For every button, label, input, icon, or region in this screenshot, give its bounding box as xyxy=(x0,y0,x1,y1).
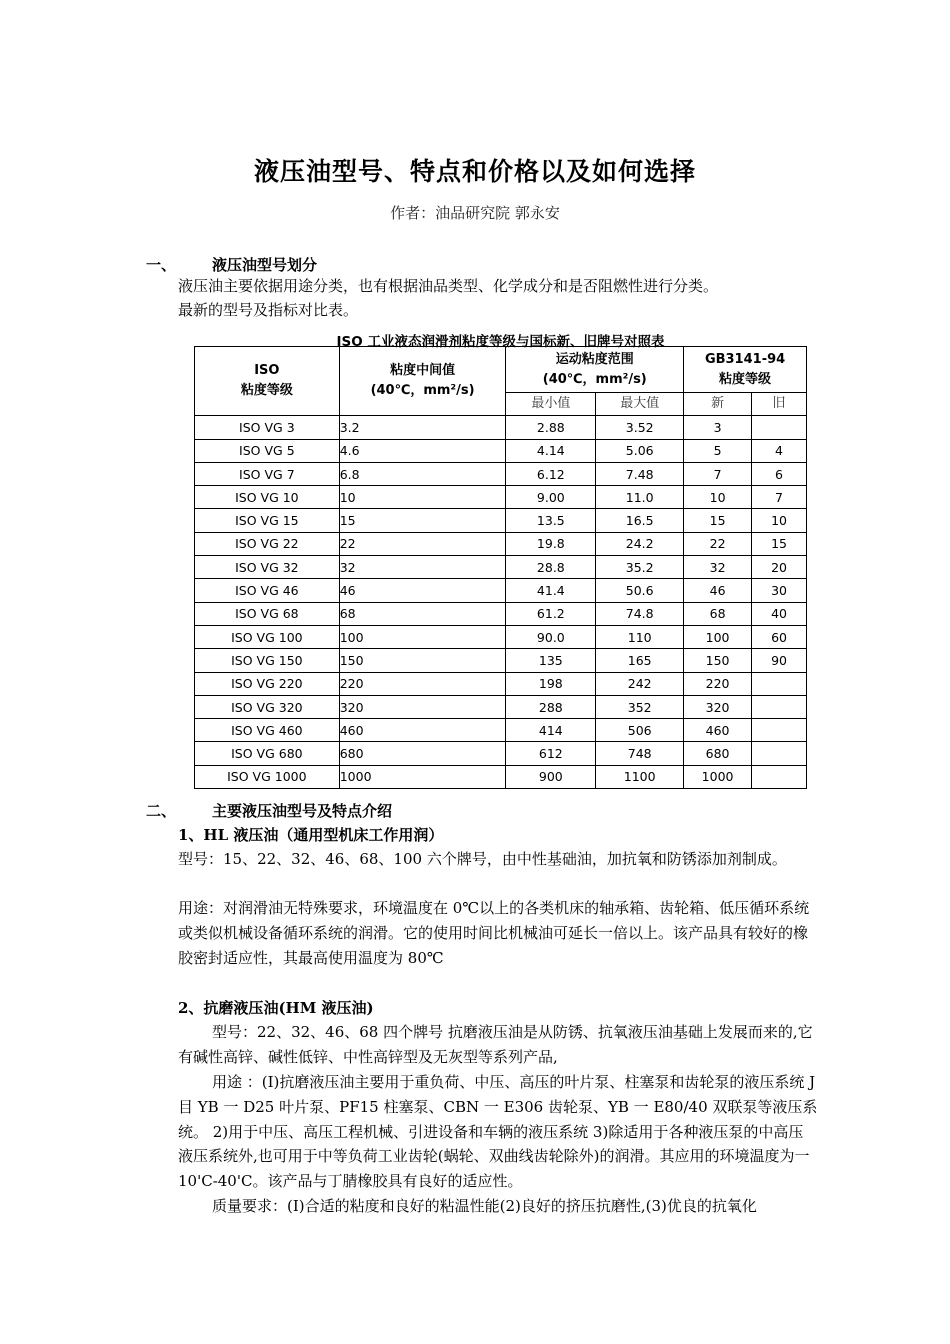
section-1-line-1: 液压油主要依据用途分类，也有根据油品类型、化学成分和是否阻燃性进行分类。 xyxy=(178,277,719,295)
header-mid-value xyxy=(339,347,506,416)
table-row xyxy=(195,556,807,579)
cell-iso-grade: ISO VG 460 xyxy=(195,719,340,742)
header-max: 最大值 xyxy=(596,393,684,416)
cell-gb-old: 60 xyxy=(752,625,807,648)
cell-iso-grade: ISO VG 5 xyxy=(195,439,340,462)
header-new: 新 xyxy=(684,393,752,416)
cell-iso-grade: ISO VG 150 xyxy=(195,649,340,672)
section-1-title: 液压油型号划分 xyxy=(212,256,318,274)
cell-min-value: 9.00 xyxy=(506,486,596,509)
table-row xyxy=(195,649,807,672)
table-row xyxy=(195,765,807,788)
author-line: 作者：油品研究院 郭永安 xyxy=(390,204,560,222)
cell-iso-grade: ISO VG 10 xyxy=(195,486,340,509)
cell-min-value: 612 xyxy=(506,742,596,765)
cell-iso-grade: ISO VG 22 xyxy=(195,532,340,555)
table-row xyxy=(195,462,807,485)
cell-gb-old xyxy=(752,416,807,439)
cell-max-value: 242 xyxy=(596,672,684,695)
cell-iso-grade: ISO VG 15 xyxy=(195,509,340,532)
cell-gb-old: 20 xyxy=(752,556,807,579)
cell-mid-value: 46 xyxy=(339,579,506,602)
cell-iso-grade: ISO VG 32 xyxy=(195,556,340,579)
header-gb-grade xyxy=(684,347,807,393)
cell-iso-grade: ISO VG 68 xyxy=(195,602,340,625)
cell-gb-new: 5 xyxy=(684,439,752,462)
header-mid-line-1: 粘度中间值 xyxy=(390,363,456,379)
hm-oil-model: 型号：22、32、46、68 四个牌号 抗磨液压油是从防锈、抗氧液压油基础上发展而来的,它有碱性高锌、碱性低锌、中性高锌型及无灰型等系列产品, xyxy=(178,1023,813,1066)
cell-min-value: 61.2 xyxy=(506,602,596,625)
table-row xyxy=(195,509,807,532)
cell-gb-new: 220 xyxy=(684,672,752,695)
cell-gb-old: 30 xyxy=(752,579,807,602)
cell-gb-old: 7 xyxy=(752,486,807,509)
cell-iso-grade: ISO VG 680 xyxy=(195,742,340,765)
cell-mid-value: 6.8 xyxy=(339,462,506,485)
cell-gb-old xyxy=(752,672,807,695)
cell-mid-value: 15 xyxy=(339,509,506,532)
cell-iso-grade: ISO VG 1000 xyxy=(195,765,340,788)
table-row xyxy=(195,672,807,695)
cell-gb-new: 46 xyxy=(684,579,752,602)
cell-min-value: 2.88 xyxy=(506,416,596,439)
cell-mid-value: 3.2 xyxy=(339,416,506,439)
cell-iso-grade: ISO VG 7 xyxy=(195,462,340,485)
cell-max-value: 7.48 xyxy=(596,462,684,485)
cell-iso-grade: ISO VG 46 xyxy=(195,579,340,602)
header-iso-grade xyxy=(195,347,340,416)
cell-gb-old: 10 xyxy=(752,509,807,532)
table-row xyxy=(195,416,807,439)
cell-gb-new: 320 xyxy=(684,695,752,718)
section-1-heading xyxy=(146,254,317,275)
cell-mid-value: 1000 xyxy=(339,765,506,788)
cell-iso-grade: ISO VG 100 xyxy=(195,625,340,648)
cell-max-value: 5.06 xyxy=(596,439,684,462)
table-body xyxy=(195,416,807,789)
cell-mid-value: 150 xyxy=(339,649,506,672)
cell-min-value: 288 xyxy=(506,695,596,718)
cell-max-value: 3.52 xyxy=(596,416,684,439)
cell-max-value: 352 xyxy=(596,695,684,718)
table-row xyxy=(195,742,807,765)
header-mid-line-2: (40℃，mm²/s) xyxy=(370,383,475,399)
cell-max-value: 50.6 xyxy=(596,579,684,602)
cell-min-value: 13.5 xyxy=(506,509,596,532)
cell-gb-old: 6 xyxy=(752,462,807,485)
hm-oil-heading: 2、抗磨液压油(HM 液压油) xyxy=(178,999,374,1017)
cell-iso-grade: ISO VG 220 xyxy=(195,672,340,695)
table-row xyxy=(195,486,807,509)
cell-min-value: 198 xyxy=(506,672,596,695)
cell-max-value: 16.5 xyxy=(596,509,684,532)
cell-iso-grade: ISO VG 320 xyxy=(195,695,340,718)
cell-min-value: 900 xyxy=(506,765,596,788)
section-2-heading xyxy=(146,800,392,821)
table-row xyxy=(195,532,807,555)
cell-gb-new: 68 xyxy=(684,602,752,625)
cell-gb-new: 32 xyxy=(684,556,752,579)
table-row xyxy=(195,439,807,462)
cell-max-value: 506 xyxy=(596,719,684,742)
header-min: 最小值 xyxy=(506,393,596,416)
cell-mid-value: 680 xyxy=(339,742,506,765)
cell-gb-old xyxy=(752,695,807,718)
cell-gb-old: 40 xyxy=(752,602,807,625)
cell-gb-new: 1000 xyxy=(684,765,752,788)
hm-oil-quality: 质量要求：(I)合适的粘度和良好的粘温性能(2)良好的挤压抗磨性,(3)优良的抗氧化 xyxy=(212,1197,757,1215)
hm-oil-usage: 用途 ：(I)抗磨液压油主要用于重负荷、中压、高压的叶片泵、柱塞泵和齿轮泵的液压系统 J 目 YB 一 D25 叶片泵、PF15 柱塞泵、CBN 一 E306 齿轮泵、YB 一 E80/40 双联泵等液压系统。 2)用于中压、高压工程机械、引进设备和车辆的液压系统 3)除适用于各种液压泵的中高压液压系统外,也可用于中等负荷工业齿轮(蜗轮、双曲线齿轮除外)的润滑。其应用的环境温度为一 10'C-40'C。该产品与丁腈橡胶具有良好的适应性。 xyxy=(178,1073,818,1191)
cell-gb-old: 4 xyxy=(752,439,807,462)
section-1-number: 一、 xyxy=(146,256,177,274)
header-viscosity-range xyxy=(506,347,684,393)
cell-max-value: 110 xyxy=(596,625,684,648)
section-1-line-2: 最新的型号及指标对比表。 xyxy=(178,301,359,319)
cell-max-value: 748 xyxy=(596,742,684,765)
cell-mid-value: 32 xyxy=(339,556,506,579)
cell-mid-value: 320 xyxy=(339,695,506,718)
cell-max-value: 24.2 xyxy=(596,532,684,555)
hl-oil-model: 型号：15、22、32、46、68、100 六个牌号，由中性基础油，加抗氧和防锈添加剂制成。 xyxy=(178,850,787,868)
cell-min-value: 414 xyxy=(506,719,596,742)
cell-min-value: 28.8 xyxy=(506,556,596,579)
viscosity-grade-table xyxy=(194,346,807,789)
cell-gb-old xyxy=(752,719,807,742)
cell-gb-new: 460 xyxy=(684,719,752,742)
cell-mid-value: 10 xyxy=(339,486,506,509)
table-row xyxy=(195,695,807,718)
header-iso-line-2: 粘度等级 xyxy=(240,383,293,399)
hl-oil-usage: 用途：对润滑油无特殊要求，环境温度在 0℃以上的各类机床的轴承箱、齿轮箱、低压循环系统或类似机械设备循环系统的润滑。它的使用时间比机械油可延长一倍以上。该产品具有较好的橡胶密封适应性，其最高使用温度为 80℃ xyxy=(178,899,810,967)
header-old: 旧 xyxy=(752,393,807,416)
table-row xyxy=(195,579,807,602)
cell-gb-new: 100 xyxy=(684,625,752,648)
cell-min-value: 135 xyxy=(506,649,596,672)
cell-gb-new: 7 xyxy=(684,462,752,485)
cell-max-value: 74.8 xyxy=(596,602,684,625)
cell-gb-new: 22 xyxy=(684,532,752,555)
header-iso-line-1: ISO xyxy=(254,363,280,379)
cell-mid-value: 4.6 xyxy=(339,439,506,462)
cell-min-value: 19.8 xyxy=(506,532,596,555)
cell-gb-new: 680 xyxy=(684,742,752,765)
cell-gb-old: 90 xyxy=(752,649,807,672)
document-title: 液压油型号、特点和价格以及如何选择 xyxy=(253,157,696,186)
table-title: ISO 工业液态润滑剂粘度等级与国标新、旧牌号对照表 xyxy=(336,334,665,350)
header-gb-line-2: 粘度等级 xyxy=(719,371,772,387)
cell-min-value: 4.14 xyxy=(506,439,596,462)
header-gb-line-1: GB3141-94 xyxy=(704,351,786,367)
cell-mid-value: 220 xyxy=(339,672,506,695)
cell-max-value: 35.2 xyxy=(596,556,684,579)
cell-gb-old xyxy=(752,765,807,788)
section-2-number: 二、 xyxy=(146,802,177,820)
table-row xyxy=(195,602,807,625)
header-range-line-1: 运动粘度范围 xyxy=(555,351,634,367)
table-row xyxy=(195,625,807,648)
cell-mid-value: 22 xyxy=(339,532,506,555)
section-2-title: 主要液压油型号及特点介绍 xyxy=(212,802,393,820)
cell-mid-value: 460 xyxy=(339,719,506,742)
cell-max-value: 1100 xyxy=(596,765,684,788)
cell-min-value: 41.4 xyxy=(506,579,596,602)
hl-oil-heading: 1、HL 液压油（通用型机床工作用润） xyxy=(178,826,444,844)
cell-gb-old xyxy=(752,742,807,765)
header-range-line-2: (40℃，mm²/s) xyxy=(542,371,647,387)
cell-min-value: 6.12 xyxy=(506,462,596,485)
cell-gb-new: 150 xyxy=(684,649,752,672)
cell-gb-new: 10 xyxy=(684,486,752,509)
cell-mid-value: 68 xyxy=(339,602,506,625)
table-row xyxy=(195,719,807,742)
cell-max-value: 11.0 xyxy=(596,486,684,509)
cell-gb-new: 15 xyxy=(684,509,752,532)
cell-gb-new: 3 xyxy=(684,416,752,439)
cell-max-value: 165 xyxy=(596,649,684,672)
cell-gb-old: 15 xyxy=(752,532,807,555)
cell-mid-value: 100 xyxy=(339,625,506,648)
cell-iso-grade: ISO VG 3 xyxy=(195,416,340,439)
cell-min-value: 90.0 xyxy=(506,625,596,648)
